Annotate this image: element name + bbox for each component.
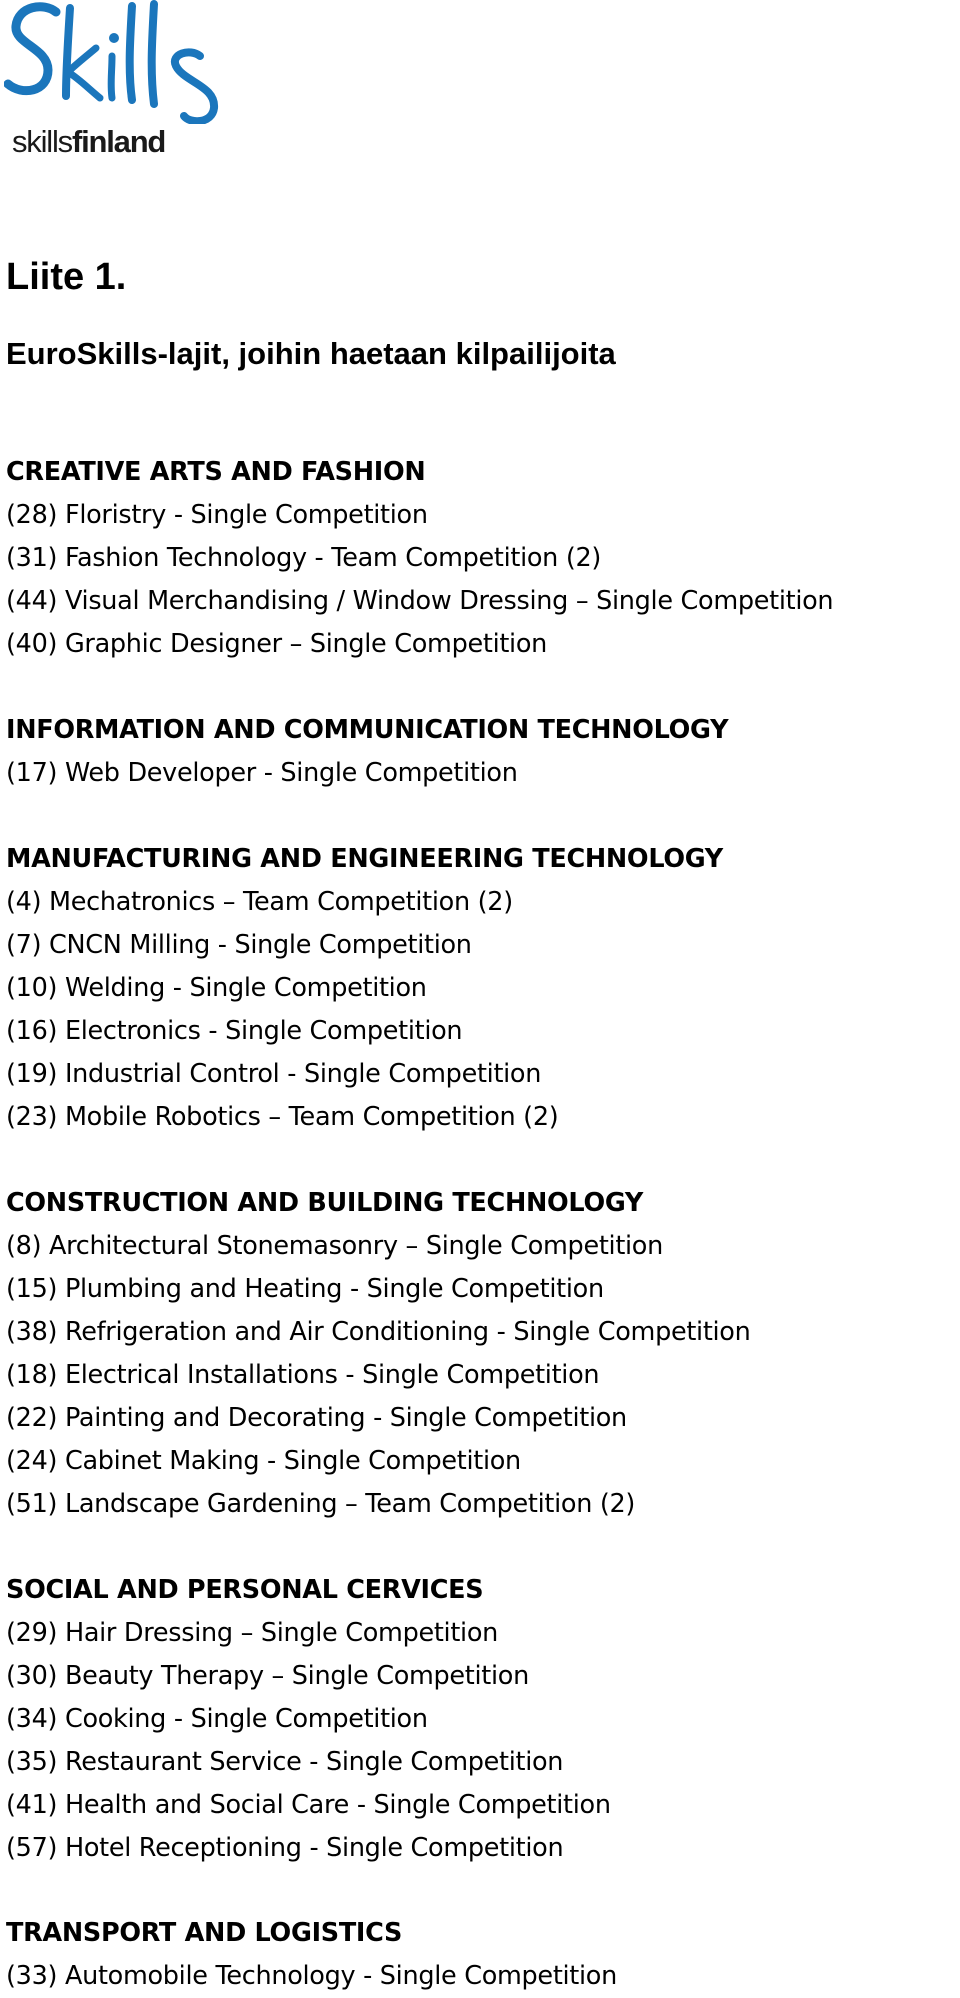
list-item: (4) Mechatronics – Team Competition (2) (6, 887, 513, 917)
list-item: (18) Electrical Installations - Single Competition (6, 1360, 600, 1390)
list-item: (40) Graphic Designer – Single Competition (6, 629, 548, 659)
wordmark-finland: finland (71, 124, 166, 159)
section-social-and-personal-services (6, 1569, 611, 1870)
list-item: (35) Restaurant Service - Single Competition (6, 1747, 564, 1777)
list-item: (17) Web Developer - Single Competition (6, 758, 518, 788)
list-item: (57) Hotel Receptioning - Single Competition (6, 1833, 564, 1863)
section-title: MANUFACTURING AND ENGINEERING TECHNOLOGY (6, 844, 723, 874)
section-title: TRANSPORT AND LOGISTICS (6, 1918, 403, 1948)
list-item: (33) Automobile Technology - Single Competition (6, 1961, 617, 1991)
section-title: CONSTRUCTION AND BUILDING TECHNOLOGY (6, 1188, 644, 1218)
section-transport-and-logistics (6, 1912, 617, 1998)
list-item: (24) Cabinet Making - Single Competition (6, 1446, 521, 1476)
section-creative-arts-and-fashion (6, 451, 833, 666)
list-item: (7) CNCN Milling - Single Competition (6, 930, 472, 960)
skills-finland-wordmark (12, 124, 165, 160)
section-information-and-communication-technology (6, 709, 728, 795)
list-item: (16) Electronics - Single Competition (6, 1016, 463, 1046)
list-item: (38) Refrigeration and Air Conditioning - Single Competition (6, 1317, 751, 1347)
section-title: CREATIVE ARTS AND FASHION (6, 457, 426, 487)
list-item: (23) Mobile Robotics – Team Competition (2) (6, 1102, 559, 1132)
skills-script-logo-graphic (4, 0, 234, 124)
list-item: (28) Floristry - Single Competition (6, 500, 428, 530)
list-item: (22) Painting and Decorating - Single Competition (6, 1403, 627, 1433)
list-item: (41) Health and Social Care - Single Competition (6, 1790, 611, 1820)
list-item: (44) Visual Merchandising / Window Dressing – Single Competition (6, 586, 834, 616)
skills-finland-logo (4, 0, 234, 176)
list-item: (8) Architectural Stonemasonry – Single Competition (6, 1231, 663, 1261)
list-item: (30) Beauty Therapy – Single Competition (6, 1661, 529, 1691)
section-title: INFORMATION AND COMMUNICATION TECHNOLOGY (6, 715, 729, 745)
list-item: (29) Hair Dressing – Single Competition (6, 1618, 498, 1648)
list-item: (31) Fashion Technology - Team Competition (2) (6, 543, 602, 573)
section-title: SOCIAL AND PERSONAL CERVICES (6, 1575, 484, 1605)
wordmark-skills: skills (12, 124, 72, 159)
document-title: EuroSkills-lajit, joihin haetaan kilpailijoita (6, 336, 616, 371)
list-item: (19) Industrial Control - Single Competition (6, 1059, 542, 1089)
section-manufacturing-and-engineering-technology (6, 838, 723, 1139)
list-item: (34) Cooking - Single Competition (6, 1704, 428, 1734)
appendix-label: Liite 1. (6, 256, 127, 298)
list-item: (10) Welding - Single Competition (6, 973, 427, 1003)
section-construction-and-building-technology (6, 1182, 750, 1526)
list-item: (15) Plumbing and Heating - Single Competition (6, 1274, 604, 1304)
list-item: (51) Landscape Gardening – Team Competition (2) (6, 1489, 636, 1519)
